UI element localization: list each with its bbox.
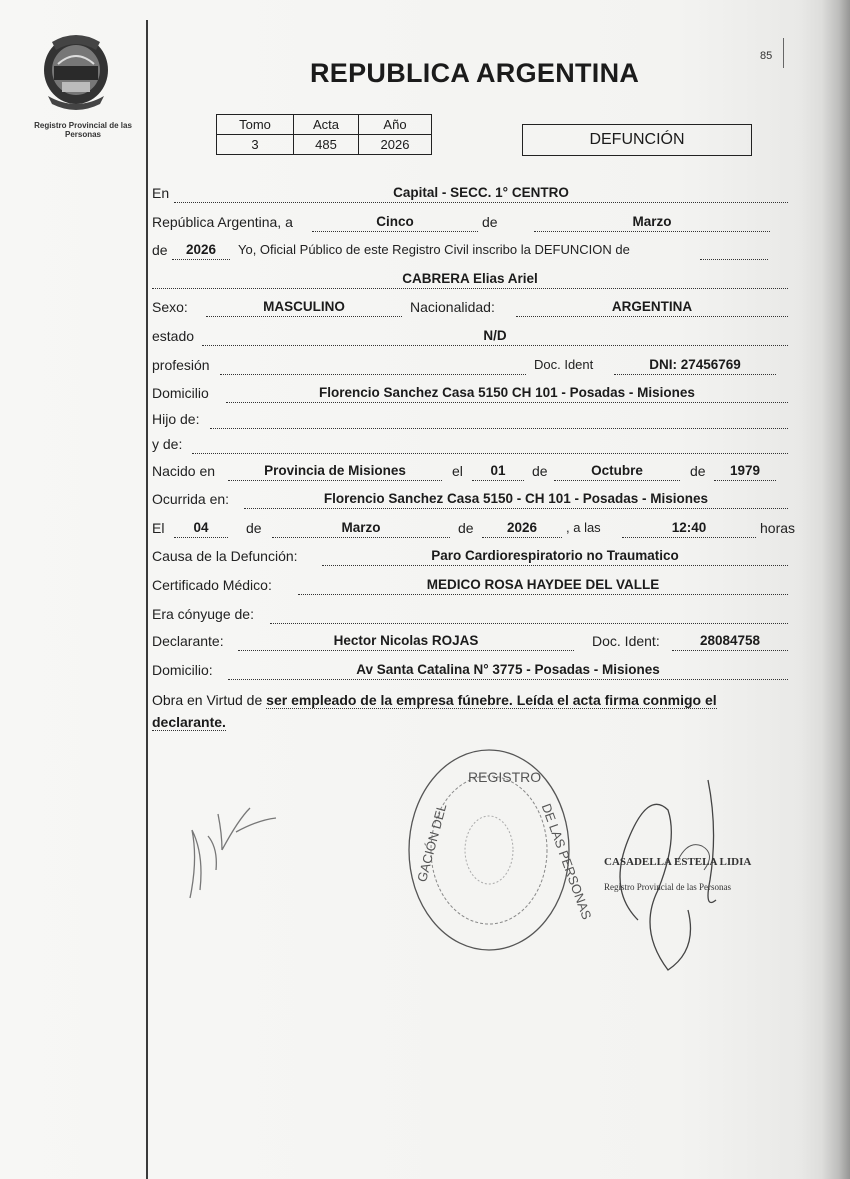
field-obra: ser empleado de la empresa fúnebre. Leída el acta firma conmigo el declarante. — [152, 692, 717, 730]
table-header-tomo: Tomo — [217, 115, 294, 135]
page-title: REPUBLICA ARGENTINA — [310, 58, 640, 88]
label-horas: horas — [760, 520, 796, 536]
label-conyuge: Era cónyuge de: — [152, 606, 254, 622]
table-value-ano: 2026 — [359, 135, 432, 155]
label-obra: Obra en Virtud de — [152, 692, 263, 708]
field-month: Marzo — [534, 213, 770, 232]
field-deceased-name: CABRERA Elias Ariel — [152, 270, 788, 289]
label-el: el — [452, 463, 463, 479]
table-header-acta: Acta — [294, 115, 359, 135]
label-el-fecha: El — [152, 520, 165, 536]
row-estado — [152, 327, 788, 345]
label-republica: República Argentina, a — [152, 214, 293, 230]
label-inscribo: Yo, Oficial Público de este Registro Civil inscribo la DEFUNCION de — [238, 242, 630, 257]
label-de: de — [482, 214, 498, 230]
label-domicilio: Domicilio — [152, 385, 209, 401]
field-day: Cinco — [312, 213, 478, 232]
field-domicilio: Florencio Sanchez Casa 5150 CH 101 - Posadas - Misiones — [226, 384, 788, 403]
row-profesion — [152, 356, 788, 374]
seal-text-delegacion: GACIÓN DEL — [414, 802, 450, 884]
field-y-de — [192, 435, 788, 454]
field-death-time: 12:40 — [622, 519, 756, 538]
seal-text-personas: DE LAS PERSONAS — [538, 801, 595, 922]
row-domicilio-declarante — [152, 661, 788, 679]
row-ocurrida — [152, 490, 788, 508]
field-birth-year: 1979 — [714, 462, 776, 481]
label-hijo-de: Hijo de: — [152, 411, 200, 427]
table-value-tomo: 3 — [217, 135, 294, 155]
row-name — [152, 270, 788, 288]
label-de-2: de — [690, 463, 706, 479]
field-ocurrida: Florencio Sanchez Casa 5150 - CH 101 - Posadas - Misiones — [244, 490, 788, 509]
field-year: 2026 — [172, 241, 230, 260]
label-de-1: de — [532, 463, 548, 479]
label-de-fecha-1: de — [246, 520, 262, 536]
label-de-fecha-2: de — [458, 520, 474, 536]
label-en: En — [152, 185, 170, 201]
field-blank-tail — [700, 241, 768, 260]
margin-rule — [146, 20, 148, 1179]
label-a-las: , a las — [566, 520, 601, 535]
field-conyuge — [270, 605, 788, 624]
field-death-month: Marzo — [272, 519, 450, 538]
field-estado: N/D — [202, 327, 788, 346]
row-y-de — [152, 435, 788, 453]
label-nacionalidad: Nacionalidad: — [410, 299, 495, 315]
row-year-line — [152, 241, 788, 259]
field-en: Capital - SECC. 1° CENTRO — [174, 184, 788, 203]
declarant-signature-icon — [178, 790, 298, 910]
row-republica — [152, 213, 788, 231]
field-birth-place: Provincia de Misiones — [228, 462, 442, 481]
label-nacido: Nacido en — [152, 463, 216, 479]
tomo-acta-table — [216, 114, 432, 155]
field-profesion — [220, 356, 526, 375]
registry-label: Registro Provincial de las Personas — [34, 121, 132, 139]
record-type-box: DEFUNCIÓN — [522, 124, 752, 156]
field-hijo-de — [210, 410, 788, 429]
label-causa: Causa de la Defunción: — [152, 548, 298, 564]
officer-signature-icon — [598, 770, 758, 980]
label-estado: estado — [152, 328, 195, 344]
seal-text-registro: REGISTRO — [468, 769, 542, 785]
label-domicilio-declarante: Domicilio: — [152, 662, 213, 678]
row-fecha — [152, 519, 798, 537]
row-sexo — [152, 298, 788, 316]
row-hijo-de — [152, 410, 788, 428]
label-sexo: Sexo: — [152, 299, 188, 315]
label-ocurrida: Ocurrida en: — [152, 491, 230, 507]
registry-seal-icon — [404, 744, 595, 956]
officer-name: CASADELLA ESTELA LIDIA — [604, 856, 752, 868]
label-doc-declarante: Doc. Ident: — [592, 633, 660, 649]
row-declarante — [152, 632, 788, 650]
field-nacionalidad: ARGENTINA — [516, 298, 788, 317]
label-y-de: y de: — [152, 436, 183, 452]
label-certificado: Certificado Médico: — [152, 577, 272, 593]
row-en — [152, 184, 788, 202]
page-number: 85 — [760, 50, 773, 62]
field-death-day: 04 — [174, 519, 228, 538]
field-doc-ident: DNI: 27456769 — [614, 356, 776, 375]
table-value-acta: 485 — [294, 135, 359, 155]
table-header-ano: Año — [359, 115, 432, 135]
field-doc-declarante: 28084758 — [672, 632, 788, 651]
label-de-year: de — [152, 242, 168, 258]
row-certificado — [152, 576, 788, 594]
field-certificado: MEDICO ROSA HAYDEE DEL VALLE — [298, 576, 788, 595]
field-birth-month: Octubre — [554, 462, 680, 481]
page-edge-shadow — [822, 0, 850, 1179]
field-sexo: MASCULINO — [206, 298, 402, 317]
row-causa — [152, 547, 788, 565]
field-death-year: 2026 — [482, 519, 562, 538]
label-doc-ident: Doc. Ident — [534, 357, 594, 372]
label-profesion: profesión — [152, 357, 210, 373]
province-coat-of-arms-icon — [38, 26, 114, 108]
obra-paragraph — [152, 689, 788, 733]
corner-rule — [783, 38, 784, 68]
row-conyuge — [152, 605, 788, 623]
row-domicilio — [152, 384, 788, 402]
field-causa: Paro Cardiorespiratorio no Traumatico — [322, 547, 788, 566]
label-declarante: Declarante: — [152, 633, 224, 649]
field-declarante: Hector Nicolas ROJAS — [238, 632, 574, 651]
row-nacido — [152, 462, 788, 480]
field-birth-day: 01 — [472, 462, 524, 481]
officer-role: Registro Provincial de las Personas — [604, 882, 731, 892]
field-domicilio-declarante: Av Santa Catalina N° 3775 - Posadas - Misiones — [228, 661, 788, 680]
